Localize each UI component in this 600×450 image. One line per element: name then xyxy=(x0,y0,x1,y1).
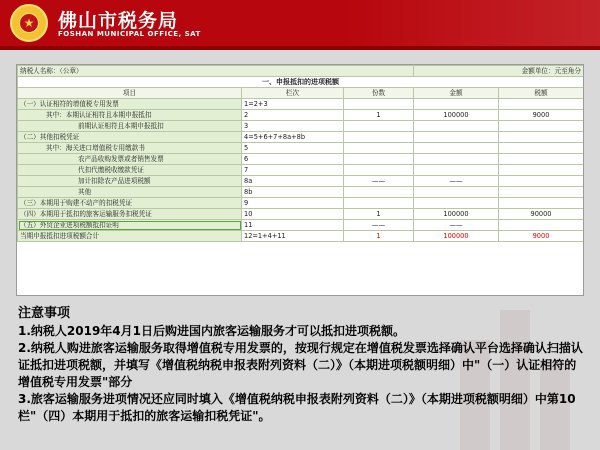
header-title: 佛山市税务局 xyxy=(58,10,179,32)
row-line: 10 xyxy=(242,209,344,220)
row-count[interactable] xyxy=(344,99,414,110)
row-label: （四）本期用于抵扣的旅客运输服务扣税凭证 xyxy=(18,209,242,220)
row-label: 其他 xyxy=(18,187,242,198)
col-header-count: 份数 xyxy=(344,88,414,99)
row-count[interactable]: 1 xyxy=(344,209,414,220)
row-amount[interactable] xyxy=(414,165,499,176)
row-label: 其中：本期认证相符且本期申报抵扣 xyxy=(18,110,242,121)
header-stripe xyxy=(0,46,600,50)
row-tax[interactable] xyxy=(499,121,584,132)
row-line: 8b xyxy=(242,187,344,198)
row-tax[interactable] xyxy=(499,143,584,154)
taxpayer-label: 纳税人名称：（公章） xyxy=(18,66,414,77)
taxpayer-row xyxy=(18,66,584,77)
header-banner xyxy=(0,0,600,50)
header-subtitle: FOSHAN MUNICIPAL OFFICE, SAT xyxy=(58,30,201,38)
row-label: 加计扣除农产品进项税额 xyxy=(18,176,242,187)
row-amount[interactable]: 100000 xyxy=(414,110,499,121)
row-label: （三）本期用于购建不动产的扣税凭证 xyxy=(18,198,242,209)
table-row xyxy=(18,187,584,198)
row-amount[interactable] xyxy=(414,198,499,209)
row-tax[interactable] xyxy=(499,165,584,176)
row-tax[interactable]: 90000 xyxy=(499,209,584,220)
row-tax[interactable] xyxy=(499,99,584,110)
row-amount[interactable] xyxy=(414,143,499,154)
note-item: 1.纳税人2019年4月1日后购进国内旅客运输服务才可以抵扣进项税额。 xyxy=(18,324,406,338)
table-row xyxy=(18,165,584,176)
row-label: 代扣代缴税收缴款凭证 xyxy=(18,165,242,176)
table-row xyxy=(18,99,584,110)
row-line: 8a xyxy=(242,176,344,187)
table-row-total xyxy=(18,231,584,242)
row-count[interactable] xyxy=(344,187,414,198)
row-line: 3 xyxy=(242,121,344,132)
table-row xyxy=(18,121,584,132)
section-title-row xyxy=(18,77,584,88)
note-item: 2.纳税人购进旅客运输服务取得增值税专用发票的，按现行规定在增值税发票选择确认平台选择确认扫描认证抵扣进项税额，并填写《增值税纳税申报表附列资料（二）》（本期进项税额明细）中"（一）认证相符的增值税专用发票"部分 xyxy=(18,341,583,389)
row-line: 4=5+6+7+8a+8b xyxy=(242,132,344,143)
row-amount[interactable]: 100000 xyxy=(414,209,499,220)
row-line: 2 xyxy=(242,110,344,121)
row-line: 1=2+3 xyxy=(242,99,344,110)
row-amount: —— xyxy=(414,176,499,187)
row-count[interactable] xyxy=(344,198,414,209)
unit-label: 金额单位：元至角分 xyxy=(414,66,584,77)
row-tax[interactable] xyxy=(499,220,584,231)
row-amount: 100000 xyxy=(414,231,499,242)
row-count[interactable] xyxy=(344,132,414,143)
row-amount[interactable] xyxy=(414,187,499,198)
row-label: 其中：海关进口增值税专用缴款书 xyxy=(18,143,242,154)
row-label: （二）其他扣税凭证 xyxy=(18,132,242,143)
row-count[interactable] xyxy=(344,143,414,154)
table-row xyxy=(18,110,584,121)
row-tax[interactable]: 9000 xyxy=(499,110,584,121)
table-row xyxy=(18,143,584,154)
row-count: —— xyxy=(344,176,414,187)
row-line: 7 xyxy=(242,165,344,176)
row-label: （一）认证相符的增值税专用发票 xyxy=(18,99,242,110)
table-row xyxy=(18,132,584,143)
row-label: 农产品收购发票或者销售发票 xyxy=(18,154,242,165)
row-amount[interactable] xyxy=(414,99,499,110)
section-title: 一、申报抵扣的进项税额 xyxy=(18,77,584,88)
row-count[interactable] xyxy=(344,121,414,132)
col-header-item: 项目 xyxy=(18,88,242,99)
row-tax[interactable] xyxy=(499,132,584,143)
row-label: （五）外贸企业进项税额抵扣证明 xyxy=(18,220,242,231)
input-tax-table xyxy=(17,65,584,242)
row-count: —— xyxy=(344,220,414,231)
header-decoration xyxy=(340,0,600,46)
table-row xyxy=(18,176,584,187)
row-line: 11 xyxy=(242,220,344,231)
row-tax[interactable] xyxy=(499,187,584,198)
row-count[interactable] xyxy=(344,165,414,176)
notes-section xyxy=(18,302,588,425)
note-item: 3.旅客运输服务进项情况还应同时填入《增值税纳税申报表附列资料（二）》（本期进项税额明细）中第10栏"（四）本期用于抵扣的旅客运输扣税凭证"。 xyxy=(18,392,576,423)
table-row xyxy=(18,198,584,209)
row-line: 6 xyxy=(242,154,344,165)
row-line: 5 xyxy=(242,143,344,154)
row-line: 12=1+4+11 xyxy=(242,231,344,242)
row-label: 当期申报抵扣进项税额合计 xyxy=(18,231,242,242)
row-tax[interactable] xyxy=(499,198,584,209)
row-amount: —— xyxy=(414,220,499,231)
table-row xyxy=(18,154,584,165)
row-tax[interactable] xyxy=(499,154,584,165)
row-label: 前期认证相符且本期申报抵扣 xyxy=(18,121,242,132)
col-header-amount: 金额 xyxy=(414,88,499,99)
row-amount[interactable] xyxy=(414,132,499,143)
tax-emblem-icon: ★ xyxy=(10,4,48,42)
row-count[interactable]: 1 xyxy=(344,110,414,121)
row-count: 1 xyxy=(344,231,414,242)
col-header-line: 栏次 xyxy=(242,88,344,99)
row-tax[interactable] xyxy=(499,176,584,187)
table-row xyxy=(18,220,584,231)
row-count[interactable] xyxy=(344,154,414,165)
table-row xyxy=(18,209,584,220)
col-header-tax: 税额 xyxy=(499,88,584,99)
row-line: 9 xyxy=(242,198,344,209)
column-header-row xyxy=(18,88,584,99)
row-amount[interactable] xyxy=(414,154,499,165)
row-tax: 9000 xyxy=(499,231,584,242)
row-amount[interactable] xyxy=(414,121,499,132)
notes-title: 注意事项 xyxy=(18,306,71,321)
tax-form-screenshot xyxy=(16,64,584,296)
